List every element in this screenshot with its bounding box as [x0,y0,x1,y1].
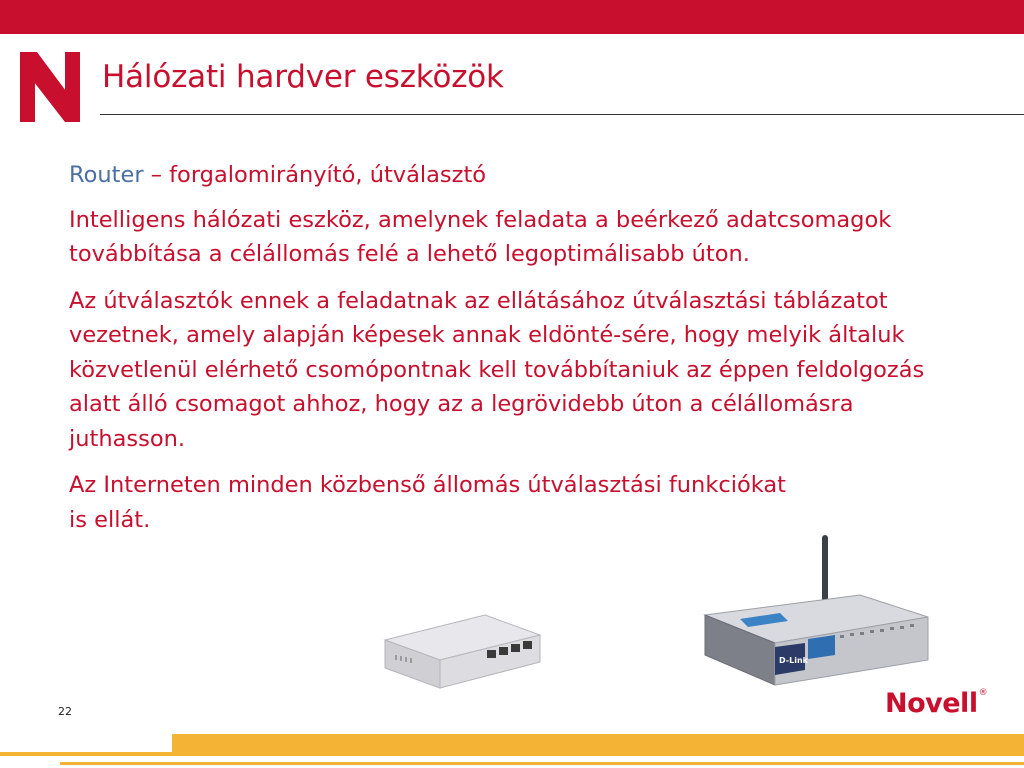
router-heading [69,158,949,193]
network-switch-image [375,610,545,690]
brand-name: Novell [885,688,978,719]
router-brand-label: D-Link [779,656,808,665]
dlink-router-image [700,535,930,700]
novell-n-logo-icon [20,52,80,122]
slide-title: Hálózati hardver eszközök [102,59,504,95]
title-divider [100,114,1024,115]
bottom-gold-bar-left [0,752,172,756]
novell-wordmark-logo [885,688,987,719]
heading-separator: – [143,162,170,188]
bottom-gold-bar [172,734,1024,756]
slide-content [69,158,949,537]
top-red-bar [0,0,1024,34]
registered-mark: ® [978,688,988,698]
paragraph-intro: Intelligens hálózati eszköz, amelynek feladata a beérkező adatcsomagok továbbítása a célállomás felé a lehető legoptimálisabb úton. [69,206,892,267]
page-number: 22 [58,705,72,718]
bottom-thin-line [60,762,1024,765]
router-definition: forgalomirányító, útválasztó [169,162,487,188]
router-term: Router [69,162,144,188]
paragraph-internet: Az Interneten minden közbenső állomás útválasztási funkciókat is ellát. [69,472,786,533]
paragraph-routing-table: Az útválasztók ennek a feladatnak az ellátásához útválasztási táblázatot vezetnek, amely alapján képesek annak eldönté-sére, hogy melyik általuk közvetlenül elérhető csomópontnak kell továbbítaniuk az éppen feldolgozás alatt álló csomagot ahhoz, hogy az a legrövidebb úton a célállomásra juthasson. [69,287,925,452]
